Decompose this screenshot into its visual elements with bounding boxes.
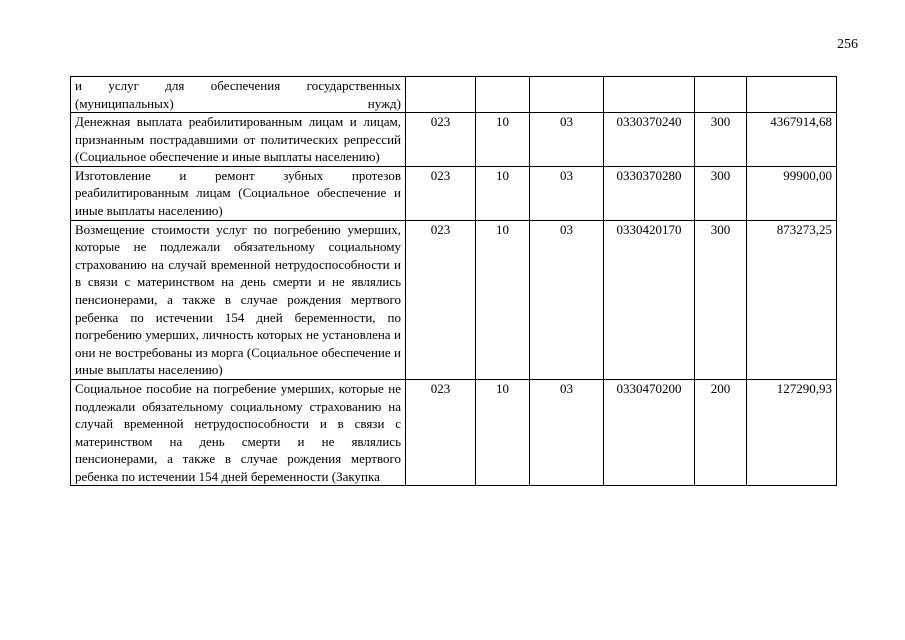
table-row [71,220,837,379]
expense-type-code: 200 [695,379,747,486]
row-description: Социальное пособие на погребение умерших, которые не подлежали обязательному социальному страхованию на случай временной нетрудоспособности и в связи с материнством на день смерти и не являлись пенсионерами, а также в случае рождения мертвого ребенка по истечении 154 дней беременности (Закупка [71,379,406,486]
target-article-code: 0330420170 [604,220,695,379]
amount-value: 873273,25 [747,220,837,379]
expense-type-code: 300 [695,166,747,220]
table-row [71,77,837,113]
row-description: и услуг для обеспечения государственных (муниципальных) нужд) [71,77,406,113]
subsection-code: 03 [530,166,604,220]
page-number: 256 [837,37,858,52]
row-description: Денежная выплата реабилитированным лицам и лицам, признанным пострадавшими от политических репрессий (Социальное обеспечение и иные выплаты населению) [71,113,406,167]
amount-value: 99900,00 [747,166,837,220]
ministry-code: 023 [406,113,476,167]
subsection-code [530,77,604,113]
section-code: 10 [476,166,530,220]
row-description: Возмещение стоимости услуг по погребению умерших, которые не подлежали обязательному социальному страхованию на случай временной нетрудоспособности и в связи с материнством на день смерти и не являлись пенсионерами, а также в случае рождения мертвого ребенка по истечении 154 дней беременности, по погребению умерших, личность которых не установлена и они не востребованы из морга (Социальное обеспечение и иные выплаты населению) [71,220,406,379]
subsection-code: 03 [530,113,604,167]
target-article-code: 0330470200 [604,379,695,486]
expense-type-code: 300 [695,113,747,167]
row-description: Изготовление и ремонт зубных протезов реабилитированным лицам (Социальное обеспечение и иные выплаты населению) [71,166,406,220]
ministry-code: 023 [406,379,476,486]
amount-value: 127290,93 [747,379,837,486]
amount-value [747,77,837,113]
target-article-code: 0330370240 [604,113,695,167]
budget-table [70,76,837,486]
ministry-code: 023 [406,166,476,220]
expense-type-code: 300 [695,220,747,379]
amount-value: 4367914,68 [747,113,837,167]
target-article-code: 0330370280 [604,166,695,220]
table-row [71,379,837,486]
target-article-code [604,77,695,113]
table-row [71,166,837,220]
section-code [476,77,530,113]
ministry-code [406,77,476,113]
expense-type-code [695,77,747,113]
section-code: 10 [476,220,530,379]
section-code: 10 [476,379,530,486]
ministry-code: 023 [406,220,476,379]
subsection-code: 03 [530,220,604,379]
table-row [71,113,837,167]
subsection-code: 03 [530,379,604,486]
section-code: 10 [476,113,530,167]
